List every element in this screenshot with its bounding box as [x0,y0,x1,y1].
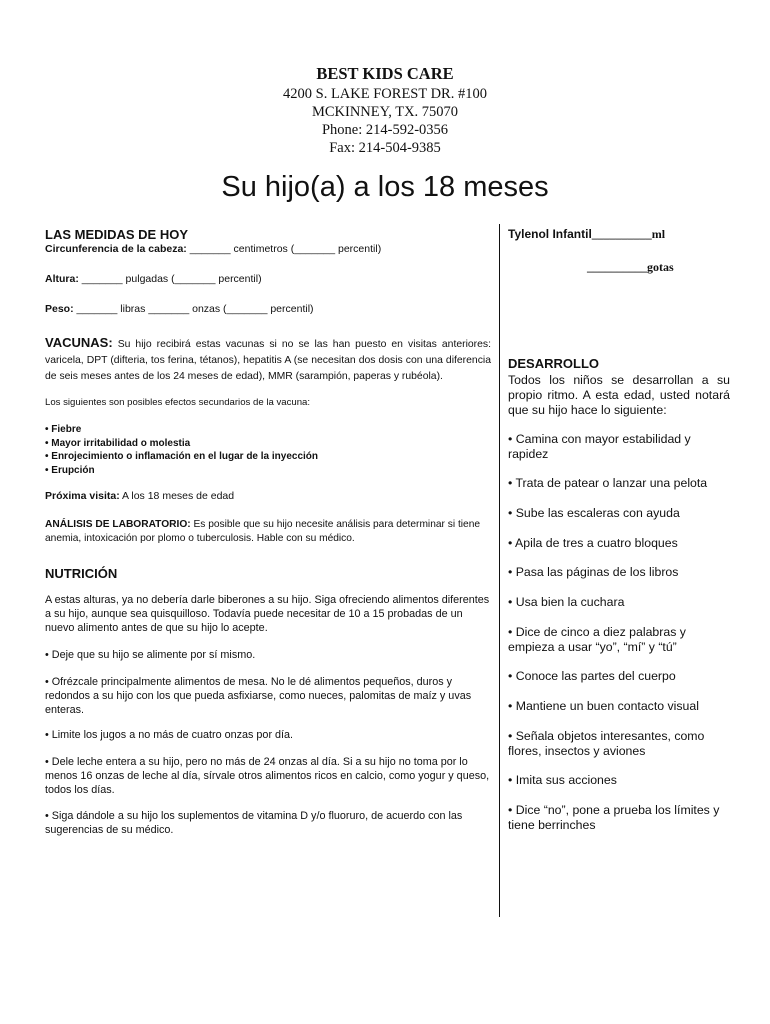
lab-analysis-label: ANÁLISIS DE LABORATORIO: [45,519,191,530]
tylenol-ml-blank: __________ml [591,227,666,241]
weight-blanks: _______ libras _______ onzas (_______ percentil) [73,303,314,315]
tylenol-label: Tylenol Infantil [508,227,592,241]
development-item: • Conoce las partes del cuerpo [508,669,676,683]
page-title: Su hijo(a) a los 18 meses [221,171,549,203]
column-divider [499,224,500,917]
next-visit-label: Próxima visita: [45,490,120,502]
nutrition-item: • Siga dándole a su hijo los suplementos de vitamina D y/o fluoruro, de acuerdo con las sugerencias de su médico. [45,810,463,836]
nutrition-intro: A estas alturas, ya no debería darle biberones a su hijo. Siga ofreciendo alimentos diferentes a su hijo, aunque sea quisquilloso. Todavía puede necesitar de 10 a 15 probadas de un nuevo alimento antes de que su hijo lo acepte. [45,594,490,634]
nutrition-item: • Limite los jugos a no más de cuatro onzas por día. [45,729,294,741]
development-heading: DESARROLLO [508,356,599,371]
nutrition-item: • Dele leche entera a su hijo, pero no más de 24 onzas al día. Si a su hijo no toma por lo menos 16 onzas de leche al día, sírvale otros alimentos ricos en calcio, como yogur y queso, todos los días. [45,756,490,796]
side-effect-item: • Enrojecimiento o inflamación en el lugar de la inyección [45,451,319,462]
development-item: • Dice “no”, pone a prueba los límites y tiene berrinches [508,803,720,832]
head-circumference-label: Circunferencia de la cabeza: [45,243,187,255]
clinic-fax: Fax: 214-504-9385 [329,140,441,156]
development-item: • Apila de tres a cuatro bloques [508,536,678,550]
development-item: • Imita sus acciones [508,773,617,787]
side-effects-list [45,423,318,477]
development-item: • Usa bien la cuchara [508,595,625,609]
vaccines-heading: VACUNAS: [45,335,113,350]
clinic-phone: Phone: 214-592-0356 [321,122,449,138]
development-item: • Pasa las páginas de los libros [508,565,679,579]
development-item: • Señala objetos interesantes, como flores, insectos y aviones [508,729,705,758]
next-visit-value: A los 18 meses de edad [119,490,235,502]
clinic-city: MCKINNEY, TX. 75070 [311,104,459,120]
height-line [45,273,262,285]
head-circumference-line [45,243,381,255]
tylenol-drops-blank: __________gotas [587,260,674,274]
nutrition-heading: NUTRICIÓN [45,566,118,581]
development-item: • Mantiene un buen contacto visual [508,699,699,713]
development-intro: Todos los niños se desarrollan a su propio ritmo. A esta edad, usted notará que su hijo hace lo siguiente: [508,373,730,417]
development-item: • Trata de patear o lanzar una pelota [508,476,708,490]
clinic-address: 4200 S. LAKE FOREST DR. #100 [283,86,487,102]
tylenol-line [508,227,665,242]
vaccines-paragraph [45,335,491,385]
head-circumference-blanks: _______ centimetros (_______ percentil) [186,243,382,255]
side-effect-item: • Fiebre [45,424,82,435]
lab-analysis [45,518,491,546]
nutrition-item: • Deje que su hijo se alimente por sí mismo. [45,649,256,661]
measures-heading: LAS MEDIDAS DE HOY [45,227,189,242]
clinic-name: BEST KIDS CARE [316,64,454,83]
side-effect-item: • Mayor irritabilidad o molestia [45,437,191,449]
vaccines-text: Su hijo recibirá estas vacunas si no se las han puesto en visitas anteriores: varicela, DPT (difteria, tos ferina, tétanos), hepatitis A (se necesitan dos dosis con una diferencia de seis meses antes de los 24 meses de edad), MMR (sarampión, paperas y rubéola). [45,339,491,382]
development-item: • Sube las escaleras con ayuda [508,506,680,520]
height-blanks: _______ pulgadas (_______ percentil) [78,273,262,285]
weight-label: Peso: [45,303,74,315]
weight-line [45,303,314,315]
side-effects-intro: Los siguientes son posibles efectos secundarios de la vacuna: [45,397,311,408]
next-visit [45,490,234,502]
development-item: • Dice de cinco a diez palabras y empieza a usar “yo”, “mí” y “tú” [508,625,686,654]
height-label: Altura: [45,273,79,285]
nutrition-item: • Ofrézcale principalmente alimentos de mesa. No le dé alimentos pequeños, duros y redondos a su hijo con los que pueda asfixiarse, como nueces, palomitas de maíz y uvas enteras. [45,676,472,716]
side-effect-item: • Erupción [45,464,95,476]
development-item: • Camina con mayor estabilidad y rapidez [508,432,691,461]
lab-analysis-text: Es posible que su hijo necesite análisis para determinar si tiene anemia, intoxicación por plomo o tuberculosis. Hable con su médico. [45,519,481,544]
